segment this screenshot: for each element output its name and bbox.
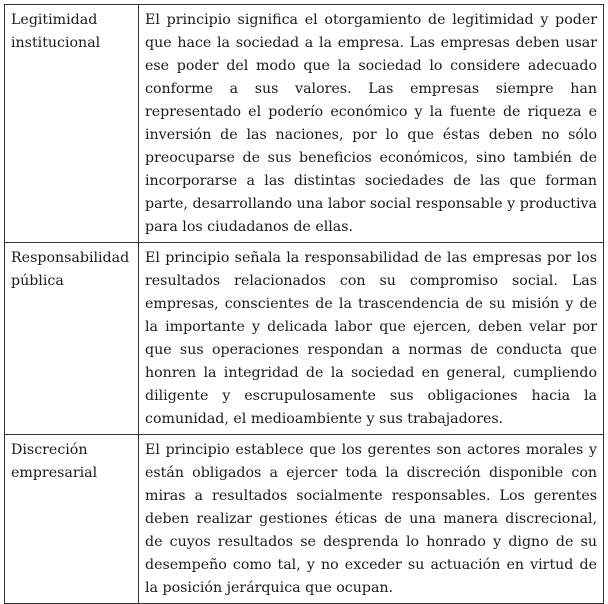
principle-name-line: pública bbox=[11, 273, 64, 289]
principle-name-cell bbox=[5, 5, 139, 243]
principle-name-line: institucional bbox=[11, 35, 101, 51]
table-row bbox=[5, 5, 604, 243]
principle-name-cell bbox=[5, 435, 139, 604]
principles-table bbox=[4, 4, 604, 604]
principle-name-line: Discreción bbox=[11, 442, 88, 458]
principle-name-line: Responsabilidad bbox=[11, 250, 130, 266]
principle-description: El principio significa el otorgamiento de legitimidad y poder que hace la sociedad a la empresa. Las empresas deben usar ese poder del modo que la sociedad lo considere adecuado conforme a sus valores. Las empresas siempre han representado el poderío económico y la fuente de riqueza e inversión de las naciones, por lo que éstas deben no sólo preocuparse de sus beneficios económicos, sino también de incorporarse a las distintas sociedades de las que forman parte, desarrollando una labor social responsable y productiva para los ciudadanos de ellas. bbox=[139, 5, 604, 243]
principle-name-line: Legitimidad bbox=[11, 12, 98, 28]
principle-description: El principio señala la responsabilidad de las empresas por los resultados relacionados con su compromiso social. Las empresas, conscientes de la trascendencia de su misión y de la importante y delicada labor que ejercen, deben velar por que sus operaciones respondan a normas de conducta que honren la integridad de la sociedad en general, cumpliendo diligente y escrupulosamente sus obligaciones hacia la comunidad, el medioambiente y sus trabajadores. bbox=[139, 243, 604, 435]
principle-name-cell bbox=[5, 243, 139, 435]
principle-description: El principio establece que los gerentes son actores morales y están obligados a ejercer toda la discreción disponible con miras a resultados socialmente responsables. Los gerentes deben realizar gestiones éticas de una manera discrecional, de cuyos resultados se desprenda lo honrado y digno de su desempeño como tal, y no exceder su actuación en virtud de la posición jerárquica que ocupan. bbox=[139, 435, 604, 604]
table-row bbox=[5, 243, 604, 435]
table-row bbox=[5, 435, 604, 604]
principle-name-line: empresarial bbox=[11, 465, 98, 481]
